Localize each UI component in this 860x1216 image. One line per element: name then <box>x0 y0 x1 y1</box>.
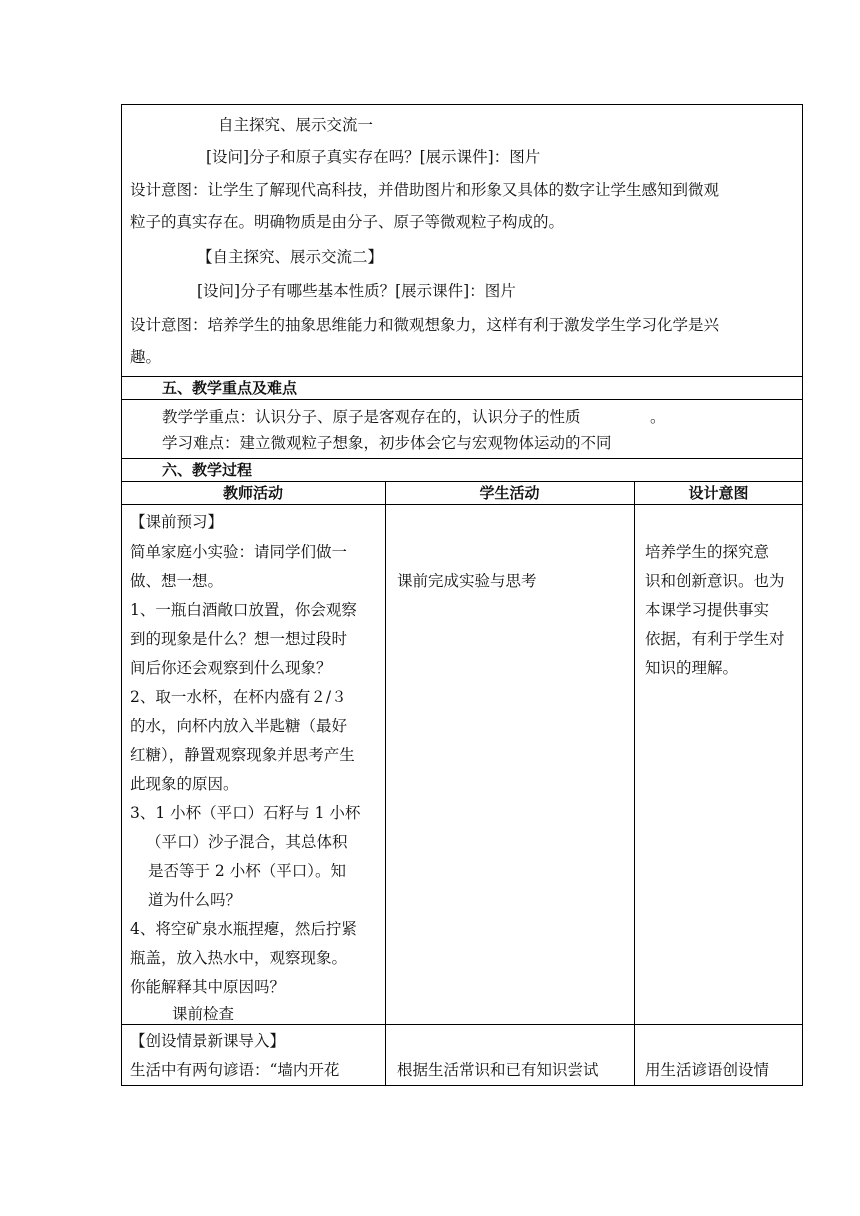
key-point-tail: 。 <box>650 408 666 426</box>
divider <box>121 504 803 505</box>
question-text: [设问]分子有哪些基本性质？[展示课件]：图片 <box>197 282 516 300</box>
teacher-line: 课前检查 <box>172 1005 235 1023</box>
teacher-line: 间后你还会观察到什么现象？ <box>130 659 332 677</box>
teacher-line: 生活中有两句谚语：“墙内开花 <box>130 1061 340 1079</box>
teacher-line: 简单家庭小实验：请同学们做一 <box>130 543 348 561</box>
teacher-line: 是否等于 2 小杯（平口）。知 <box>148 862 346 880</box>
teacher-line: 红糖），静置观察现象并思考产生 <box>130 746 355 764</box>
teacher-line: 4、将空矿泉水瓶捏瘪，然后拧紧 <box>130 920 357 938</box>
teacher-line: 你能解释其中原因吗？ <box>130 978 286 996</box>
intent-line: 用生活谚语创设情 <box>645 1061 770 1079</box>
section-title: 六、教学过程 <box>162 461 253 479</box>
teacher-line: 【课前预习】 <box>130 513 224 531</box>
design-intent-text: 设计意图：让学生了解现代高科技，并借助图片和形象又具体的数字让学生感知到微观 <box>130 181 720 199</box>
teacher-line: 3、1 小杯（平口）石籽与 1 小杯 <box>130 804 361 822</box>
teacher-line: 【创设情景新课导入】 <box>130 1032 286 1050</box>
teacher-line: 到的现象是什么？想一想过段时 <box>130 630 348 648</box>
teacher-line: 2、取一水杯，在杯内盛有２/３ <box>130 688 347 706</box>
intent-line: 本课学习提供事实 <box>645 601 770 619</box>
teacher-line: 做、想一想。 <box>130 572 224 590</box>
teacher-line: 瓶盖，放入热水中，观察现象。 <box>130 949 348 967</box>
intent-line: 知识的理解。 <box>645 659 739 677</box>
key-point-text: 教学学重点：认识分子、原子是客观存在的，认识分子的性质 <box>162 408 581 426</box>
teacher-line: 道为什么吗？ <box>148 891 242 909</box>
section-title: 五、教学重点及难点 <box>162 379 298 397</box>
intent-line: 培养学生的探究意 <box>645 543 770 561</box>
teacher-line: （平口）沙子混合，其总体积 <box>146 833 348 851</box>
section-heading: 自主探究、展示交流一 <box>218 116 374 134</box>
column-header-student: 学生活动 <box>479 484 540 502</box>
column-divider <box>385 481 386 1086</box>
column-header-intent: 设计意图 <box>688 484 749 502</box>
student-activity: 根据生活常识和已有知识尝试 <box>397 1061 599 1079</box>
difficulty-text: 学习难点：建立微观粒子想象，初步体会它与宏观物体运动的不同 <box>162 434 612 452</box>
divider <box>121 399 803 400</box>
section-heading: 【自主探究、展示交流二】 <box>197 248 384 266</box>
intent-line: 依据，有利于学生对 <box>645 630 785 648</box>
teacher-line: 1、一瓶白酒敞口放置，你会观察 <box>130 601 357 619</box>
column-header-teacher: 教师活动 <box>222 484 283 502</box>
teacher-line: 的水，向杯内放入半匙糖（最好 <box>130 717 348 735</box>
column-divider <box>634 481 635 1086</box>
question-text: [设问]分子和原子真实存在吗？[展示课件]：图片 <box>206 148 541 166</box>
design-intent-text: 设计意图：培养学生的抽象思维能力和微观想象力，这样有利于激发学生学习化学是兴 <box>130 316 720 334</box>
teacher-line: 此现象的原因。 <box>130 775 239 793</box>
student-activity: 课前完成实验与思考 <box>397 572 537 590</box>
design-intent-text: 粒子的真实存在。明确物质是由分子、原子等微观粒子构成的。 <box>130 213 565 231</box>
intent-line: 识和创新意识。也为 <box>645 572 785 590</box>
design-intent-text: 趣。 <box>130 348 162 366</box>
